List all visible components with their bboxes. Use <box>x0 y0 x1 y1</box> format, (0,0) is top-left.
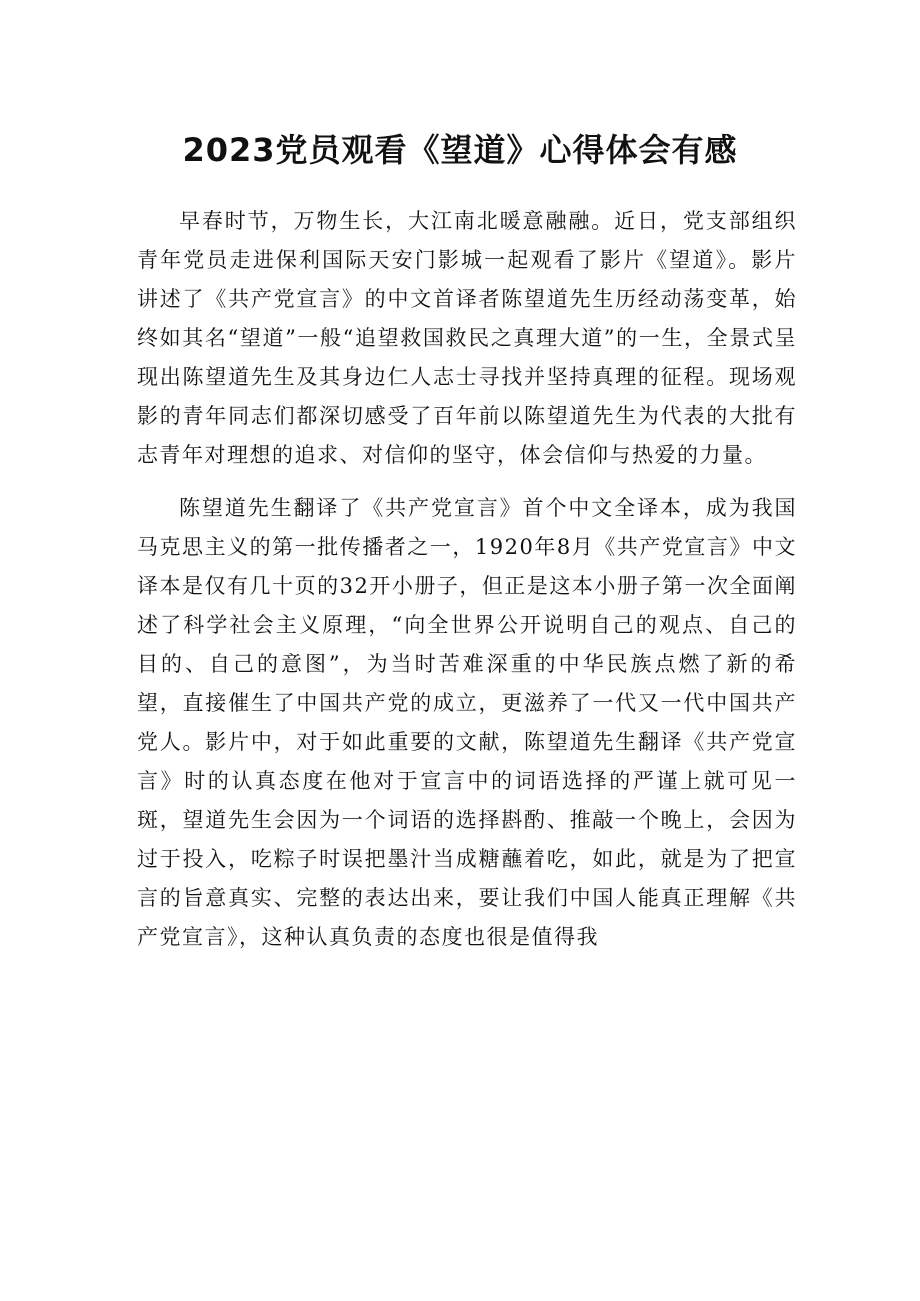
paragraph-1: 早春时节，万物生长，大江南北暖意融融。近日，党支部组织青年党员走进保利国际天安门影城一起观看了影片《望道》。影片讲述了《共产党宣言》的中文首译者陈望道先生历经动荡变革，始终如其名“望道”一般“追望救国救民之真理大道”的一生，全景式呈现出陈望道先生及其身边仁人志士寻找并坚持真理的征程。现场观影的青年同志们都深切感受了百年前以陈望道先生为代表的大批有志青年对理想的追求、对信仰的坚守，体会信仰与热爱的力量。 <box>137 209 797 467</box>
document-body <box>137 202 797 971</box>
paragraph-2: 陈望道先生翻译了《共产党宣言》首个中文全译本，成为我国马克思主义的第一批传播者之一，1920年8月《共产党宣言》中文译本是仅有几十页的32开小册子，但正是这本小册子第一次全面阐述了科学社会主义原理，“向全世界公开说明自己的观点、自己的目的、自己的意图”，为当时苦难深重的中华民族点燃了新的希望，直接催生了中国共产党的成立，更滋养了一代又一代中国共产党人。影片中，对于如此重要的文献，陈望道先生翻译《共产党宣言》时的认真态度在他对于宣言中的词语选择的严谨上就可见一斑，望道先生会因为一个词语的选择斟酌、推敲一个晚上，会因为过于投入，吃粽子时误把墨汁当成糖蘸着吃，如此，就是为了把宣言的旨意真实、完整的表达出来，要让我们中国人能真正理解《共产党宣言》，这种认真负责的态度也很是值得我 <box>137 496 797 949</box>
document-title: 2023党员观看《望道》心得体会有感 <box>182 131 738 169</box>
